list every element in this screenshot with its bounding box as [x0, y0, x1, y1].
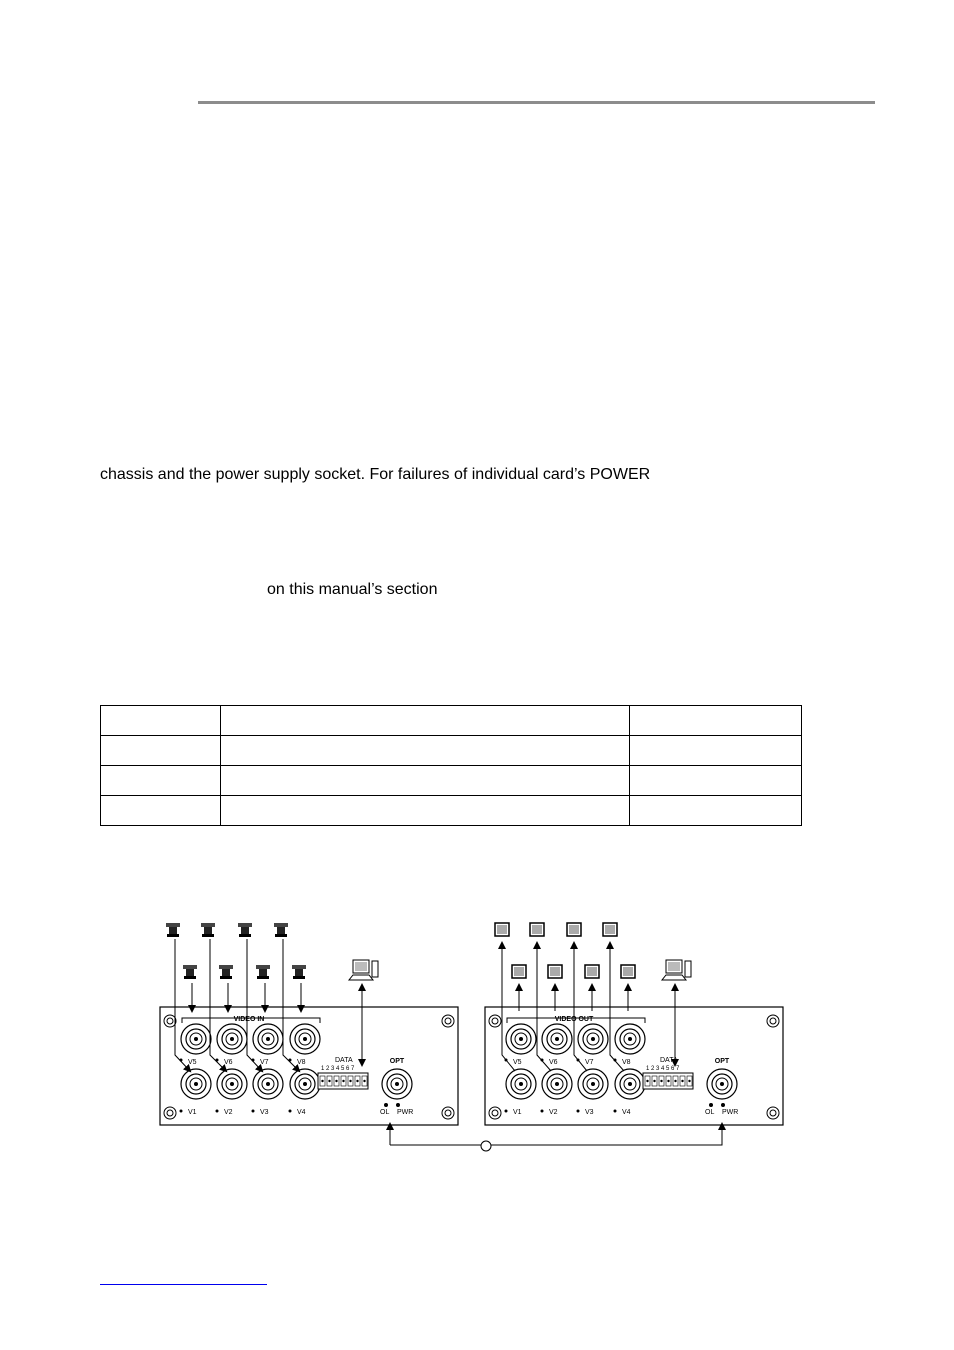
camera-body [201, 923, 215, 927]
monitor-icon [603, 923, 617, 936]
bnc-connector [707, 1069, 737, 1099]
table-cell [221, 766, 630, 796]
table-cell [630, 706, 802, 736]
screw-hole [445, 1110, 451, 1116]
ol-led [384, 1103, 388, 1107]
monitor-icon [530, 923, 544, 936]
monitor-screen [550, 967, 560, 976]
bnc-connector [506, 1024, 536, 1054]
terminal-screw [681, 1080, 683, 1082]
camera-icon [219, 965, 233, 979]
bnc-pin [591, 1082, 595, 1086]
channel-label-bottom: V1 [513, 1109, 522, 1116]
body-paragraph-line: on this manual’s section [267, 581, 438, 598]
data-pin-numbers: 1 2 3 4 5 6 7 [646, 1066, 680, 1072]
ol-label: OL [380, 1109, 390, 1116]
monitor-screen [497, 925, 507, 934]
terminal-screw [660, 1080, 662, 1082]
monitor-icon [585, 965, 599, 978]
computer-screen [355, 962, 367, 971]
camera-base [293, 976, 305, 979]
computer-screen [668, 962, 680, 971]
channel-label-bottom: V4 [297, 1109, 306, 1116]
channel-label-bottom: V2 [224, 1109, 233, 1116]
computer-keyboard [349, 975, 373, 980]
channel-led [505, 1110, 508, 1113]
channel-label-top: V6 [224, 1059, 233, 1066]
channel-label-top: V5 [188, 1059, 197, 1066]
bnc-connector [253, 1024, 283, 1054]
screw-hole [167, 1110, 173, 1116]
computer-icon [662, 960, 691, 980]
camera-icon [256, 965, 270, 979]
camera-icon [292, 965, 306, 979]
camera-icon [238, 923, 252, 937]
monitor-icon [495, 923, 509, 936]
channel-label-top: V8 [297, 1059, 306, 1066]
bnc-pin [230, 1082, 234, 1086]
table-cell [101, 796, 221, 826]
bnc-connector [615, 1024, 645, 1054]
terminal-screw [688, 1080, 690, 1082]
table-row [101, 766, 802, 796]
bnc-pin [720, 1082, 724, 1086]
bnc-pin [266, 1037, 270, 1041]
pwr-led [396, 1103, 400, 1107]
camera-base [184, 976, 196, 979]
pwr-label: PWR [722, 1109, 739, 1116]
fiber-link [390, 1124, 722, 1145]
terminal-screw [349, 1080, 351, 1082]
bnc-pin [555, 1082, 559, 1086]
connection-diagram [150, 915, 800, 1160]
monitor-screen [623, 967, 633, 976]
channel-led [180, 1110, 183, 1113]
pwr-label: PWR [397, 1109, 414, 1116]
terminal-screw [342, 1080, 344, 1082]
bnc-connector [506, 1069, 536, 1099]
camera-base [275, 934, 287, 937]
channel-led [289, 1110, 292, 1113]
bnc-pin [395, 1082, 399, 1086]
bnc-connector [181, 1069, 211, 1099]
camera-icon [183, 965, 197, 979]
bnc-connector [578, 1024, 608, 1054]
bnc-connector [253, 1069, 283, 1099]
table-cell [101, 736, 221, 766]
ol-led [709, 1103, 713, 1107]
camera-base [220, 976, 232, 979]
header-rule [198, 101, 875, 104]
channel-led [541, 1110, 544, 1113]
table-cell [221, 796, 630, 826]
bnc-pin [628, 1037, 632, 1041]
bnc-pin [194, 1037, 198, 1041]
channel-led [252, 1110, 255, 1113]
pwr-led [721, 1103, 725, 1107]
table-cell [101, 706, 221, 736]
bnc-pin [519, 1082, 523, 1086]
monitor-icon [548, 965, 562, 978]
terminal-screw [335, 1080, 337, 1082]
camera-icon [274, 923, 288, 937]
camera-base [239, 934, 251, 937]
bnc-connector [217, 1024, 247, 1054]
terminal-screw [363, 1080, 365, 1082]
camera-icon [201, 923, 215, 937]
channel-label-top: V6 [549, 1059, 558, 1066]
terminal-screw [321, 1080, 323, 1082]
camera-icon [166, 923, 180, 937]
channel-label-bottom: V4 [622, 1109, 631, 1116]
channel-led [216, 1110, 219, 1113]
camera-body [292, 965, 306, 969]
bnc-pin [194, 1082, 198, 1086]
opt-label: OPT [389, 1058, 405, 1065]
table-cell [101, 766, 221, 796]
camera-base [202, 934, 214, 937]
computer-keyboard [662, 975, 686, 980]
monitor-screen [569, 925, 579, 934]
bnc-pin [555, 1037, 559, 1041]
camera-body [166, 923, 180, 927]
computer-icon [349, 960, 378, 980]
bnc-connector [290, 1024, 320, 1054]
data-label: DATA [335, 1057, 353, 1064]
monitor-screen [532, 925, 542, 934]
screw-hole [445, 1018, 451, 1024]
screw-hole [770, 1110, 776, 1116]
channel-led [577, 1110, 580, 1113]
bnc-pin [591, 1037, 595, 1041]
channel-label-top: V7 [260, 1059, 269, 1066]
camera-body [256, 965, 270, 969]
camera-body [274, 923, 288, 927]
monitor-icon [567, 923, 581, 936]
footer-link-underline[interactable] [100, 1284, 267, 1285]
body-paragraph-line: chassis and the power supply socket. For failures of individual card’s POWER [100, 466, 651, 483]
bnc-pin [628, 1082, 632, 1086]
bnc-connector [290, 1069, 320, 1099]
bnc-connector [382, 1069, 412, 1099]
table-row [101, 706, 802, 736]
bnc-pin [303, 1037, 307, 1041]
monitor-icon [512, 965, 526, 978]
spec-table [100, 705, 802, 826]
camera-base [167, 934, 179, 937]
terminal-screw [667, 1080, 669, 1082]
table-row [101, 736, 802, 766]
terminal-screw [653, 1080, 655, 1082]
bnc-connector [542, 1069, 572, 1099]
bnc-connector [578, 1069, 608, 1099]
video-bracket-label: VIDEO IN [233, 1016, 265, 1023]
table-cell [221, 706, 630, 736]
monitor-screen [587, 967, 597, 976]
computer-tower [685, 961, 691, 977]
table-cell [630, 736, 802, 766]
terminal-screw [674, 1080, 676, 1082]
video-bracket-label: VIDEO OUT [554, 1016, 594, 1023]
terminal-screw [356, 1080, 358, 1082]
channel-label-top: V5 [513, 1059, 522, 1066]
fiber-coupler [481, 1141, 491, 1151]
bnc-pin [266, 1082, 270, 1086]
screw-hole [492, 1110, 498, 1116]
camera-body [238, 923, 252, 927]
bnc-connector [217, 1069, 247, 1099]
channel-led [614, 1110, 617, 1113]
bnc-pin [519, 1037, 523, 1041]
channel-label-top: V8 [622, 1059, 631, 1066]
data-label: DATA [660, 1057, 678, 1064]
channel-label-bottom: V2 [549, 1109, 558, 1116]
computer-tower [372, 961, 378, 977]
table-row [101, 796, 802, 826]
camera-body [219, 965, 233, 969]
screw-hole [492, 1018, 498, 1024]
channel-label-top: V7 [585, 1059, 594, 1066]
bnc-connector [181, 1024, 211, 1054]
bnc-connector [542, 1024, 572, 1054]
table-cell [630, 766, 802, 796]
monitor-icon [621, 965, 635, 978]
screw-hole [167, 1018, 173, 1024]
terminal-screw [328, 1080, 330, 1082]
terminal-screw [646, 1080, 648, 1082]
monitor-screen [514, 967, 524, 976]
ol-label: OL [705, 1109, 715, 1116]
channel-label-bottom: V3 [260, 1109, 269, 1116]
camera-base [257, 976, 269, 979]
monitor-screen [605, 925, 615, 934]
bnc-pin [303, 1082, 307, 1086]
channel-label-bottom: V3 [585, 1109, 594, 1116]
bnc-connector [615, 1069, 645, 1099]
table-cell [221, 736, 630, 766]
opt-label: OPT [714, 1058, 730, 1065]
data-pin-numbers: 1 2 3 4 5 6 7 [321, 1066, 355, 1072]
screw-hole [770, 1018, 776, 1024]
bnc-pin [230, 1037, 234, 1041]
table-cell [630, 796, 802, 826]
channel-label-bottom: V1 [188, 1109, 197, 1116]
camera-body [183, 965, 197, 969]
